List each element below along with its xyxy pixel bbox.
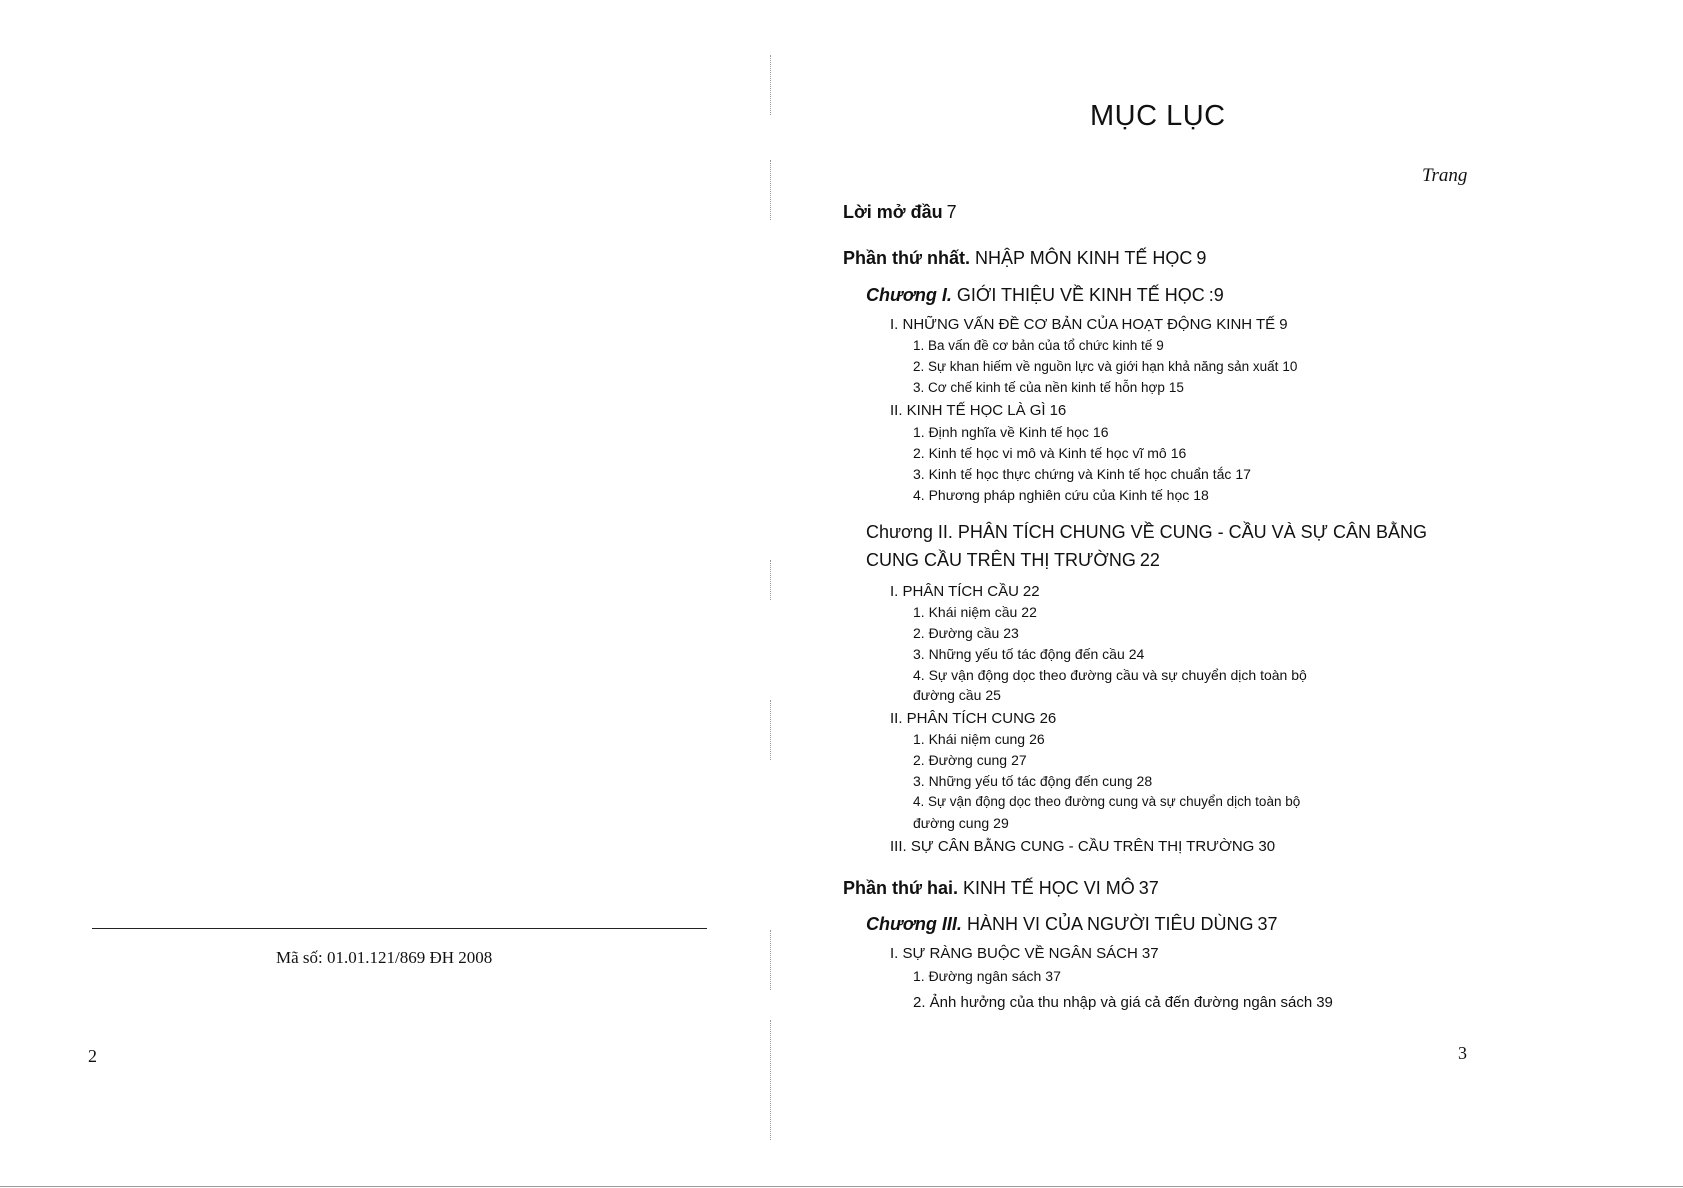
toc-prefix: Phần thứ hai. <box>843 878 959 898</box>
toc-page: 22 <box>1021 604 1037 620</box>
toc-label: 2. Ảnh hưởng của thu nhập và giá cả đến đường ngân sách <box>913 994 1313 1011</box>
toc-page: 26 <box>1039 710 1057 727</box>
toc-label: 1. Đường ngân sách <box>913 968 1042 984</box>
toc-label: 1. Khái niệm cung <box>913 731 1026 747</box>
toc-page: 7 <box>946 202 957 222</box>
toc-label: 1. Khái niệm cầu <box>913 604 1018 620</box>
toc-label: 3. Những yếu tố tác động đến cầu <box>913 646 1125 662</box>
toc-page: 30 <box>1258 838 1276 855</box>
toc-label: 4. Sự vận động dọc theo đường cung và sự chuyển dịch toàn bộ <box>913 794 1301 809</box>
toc-page: 39 <box>1316 994 1333 1011</box>
toc-page: 9 <box>1196 248 1207 268</box>
toc-page: :9 <box>1208 285 1224 305</box>
right-page-number: 3 <box>1458 1043 1467 1063</box>
toc-label: PHÂN TÍCH CHUNG VỀ CUNG - CẦU VÀ SỰ CÂN BẰNG <box>952 522 1427 542</box>
toc-page: 37 <box>1045 968 1061 984</box>
toc-label: 3. Kinh tế học thực chứng và Kinh tế học chuẩn tắc <box>913 466 1232 482</box>
toc-page: 27 <box>1011 752 1027 768</box>
toc-label: 2. Sự khan hiếm về nguồn lực và giới hạn khả năng sản xuất <box>913 359 1279 374</box>
toc-page: 9 <box>1279 316 1288 333</box>
toc-prefix: Chương III. <box>866 914 962 934</box>
page-title: MỤC LỤC <box>1090 100 1226 132</box>
toc-page: 16 <box>1170 445 1187 461</box>
toc-page: 37 <box>1141 945 1159 962</box>
toc-label: NHẬP MÔN KINH TẾ HỌC <box>970 248 1193 268</box>
toc-page: 9 <box>1156 338 1164 353</box>
toc-label: KINH TẾ HỌC VI MÔ <box>958 878 1135 898</box>
toc-label: II. PHÂN TÍCH CUNG <box>890 710 1036 727</box>
toc-page: 22 <box>1139 550 1160 570</box>
footer-divider <box>92 928 707 929</box>
toc-label: HÀNH VI CỦA NGƯỜI TIÊU DÙNG <box>961 914 1254 934</box>
toc-page: 37 <box>1138 878 1159 898</box>
toc-page: 17 <box>1235 466 1251 482</box>
toc-page: 15 <box>1168 380 1184 395</box>
toc-label-continuation: CUNG CẦU TRÊN THỊ TRƯỜNG <box>866 550 1136 570</box>
left-page-number: 2 <box>88 1046 97 1066</box>
toc-label-continuation: đường cầu <box>913 687 982 703</box>
toc-prefix: Chương I. <box>866 285 952 305</box>
toc-page: 24 <box>1128 646 1145 662</box>
toc-label: 3. Những yếu tố tác động đến cung <box>913 773 1133 789</box>
toc-entry-item-line-1 <box>913 794 1300 809</box>
toc-page: 16 <box>1049 402 1067 419</box>
left-page <box>0 0 760 1188</box>
toc-page: 18 <box>1193 487 1209 503</box>
toc-label: 2. Đường cầu <box>913 625 1000 641</box>
toc-label: 2. Kinh tế học vi mô và Kinh tế học vĩ mô <box>913 445 1167 461</box>
toc-page: 29 <box>993 815 1009 831</box>
page-column-label: Trang <box>1422 165 1468 186</box>
publication-code: Mã số: 01.01.121/869 ĐH 2008 <box>276 948 493 967</box>
toc-page: 25 <box>985 687 1001 703</box>
toc-label: 1. Ba vấn đề cơ bản của tổ chức kinh tế <box>913 338 1153 353</box>
toc-label: III. SỰ CÂN BẰNG CUNG - CẦU TRÊN THỊ TRƯỜNG <box>890 838 1255 855</box>
toc-label: I. PHÂN TÍCH CẦU <box>890 583 1019 600</box>
toc-label: II. KINH TẾ HỌC LÀ GÌ <box>890 402 1046 419</box>
toc-label: 2. Đường cung <box>913 752 1008 768</box>
toc-label: I. NHỮNG VẤN ĐỀ CƠ BẢN CỦA HOẠT ĐỘNG KINH TẾ <box>890 316 1276 333</box>
toc-page: 23 <box>1003 625 1019 641</box>
toc-page: 10 <box>1282 359 1298 374</box>
toc-entry-item-line-1 <box>913 667 1307 683</box>
toc-label: 4. Sự vận động dọc theo đường cầu và sự chuyển dịch toàn bộ <box>913 667 1307 683</box>
toc-label-continuation: đường cung <box>913 815 990 831</box>
toc-label: 1. Định nghĩa về Kinh tế học <box>913 424 1089 440</box>
toc-label: 3. Cơ chế kinh tế của nền kinh tế hỗn hợp <box>913 380 1165 395</box>
toc-label: GIỚI THIỆU VỀ KINH TẾ HỌC <box>951 285 1205 305</box>
toc-page: 37 <box>1257 914 1278 934</box>
toc-page: 26 <box>1029 731 1045 747</box>
toc-page: 16 <box>1092 424 1109 440</box>
toc-prefix: Chương II. <box>866 522 953 542</box>
toc-page: 28 <box>1136 773 1153 789</box>
toc-prefix: Phần thứ nhất. <box>843 248 971 268</box>
toc-page: 22 <box>1022 583 1040 600</box>
toc-label: 4. Phương pháp nghiên cứu của Kinh tế học <box>913 487 1190 503</box>
toc-label: Lời mở đầu <box>843 202 943 222</box>
toc-entry-chapter-2-line-1 <box>866 522 1427 543</box>
toc-label: I. SỰ RÀNG BUỘC VỀ NGÂN SÁCH <box>890 945 1138 962</box>
